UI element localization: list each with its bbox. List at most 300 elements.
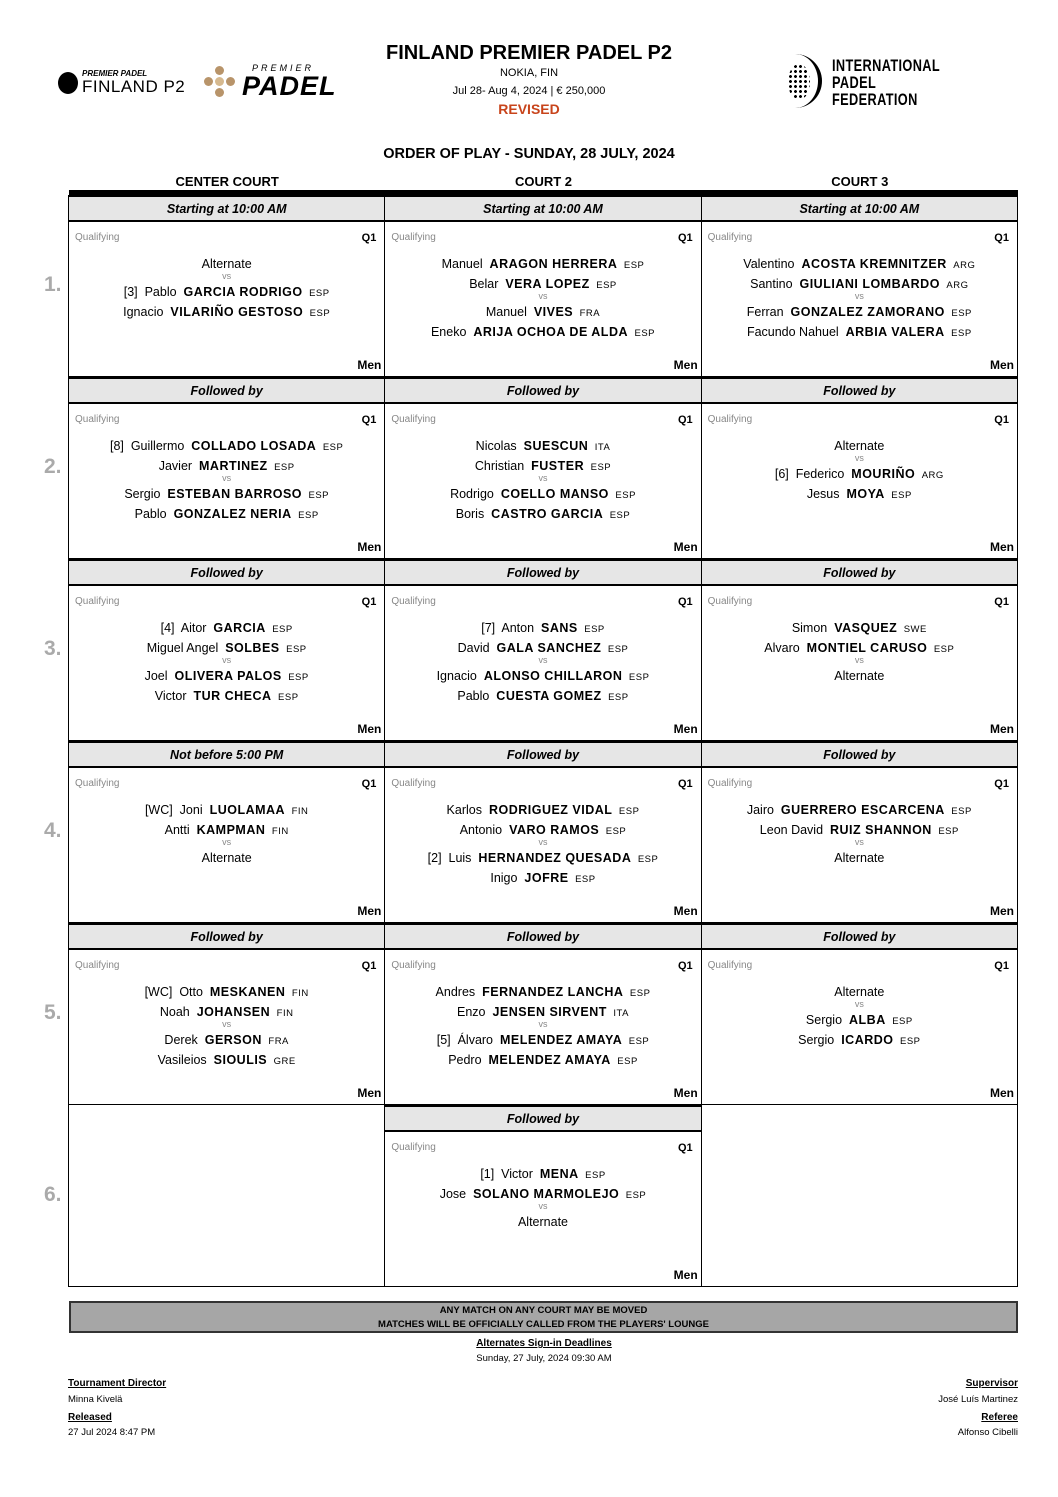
match-gender: Men <box>673 1086 698 1100</box>
match-category: Qualifying <box>75 596 120 607</box>
player-line <box>385 870 700 890</box>
player-country: SWE <box>903 624 927 635</box>
player-country: ESP <box>891 490 912 501</box>
match-cell[interactable] <box>701 559 1018 741</box>
match-category: Qualifying <box>707 414 753 425</box>
player-country: ESP <box>623 260 645 271</box>
logo-text: FINLAND P2 <box>82 77 186 96</box>
player-first-name: Boris <box>455 507 485 521</box>
player-country: ESP <box>575 874 596 885</box>
vs-label: vs <box>854 453 864 463</box>
player-line <box>385 984 700 1004</box>
player-first-name: Belar <box>469 277 499 291</box>
match-cell[interactable] <box>701 195 1018 377</box>
vs-label: vs <box>222 473 232 483</box>
player-country: ITA <box>613 1008 629 1019</box>
match-time-header: Followed by <box>385 378 700 404</box>
player-first-name: Alternate <box>201 257 252 271</box>
player-country: GRE <box>273 1056 296 1067</box>
court-header: COURT 3 <box>831 174 889 189</box>
slot-number: 1. <box>44 273 62 296</box>
logo-text: PADEL <box>242 71 337 101</box>
match-gender: Men <box>357 722 382 736</box>
player-first-name: Otto <box>179 985 203 999</box>
match-cell[interactable] <box>384 559 701 741</box>
player-first-name: Derek <box>164 1033 198 1047</box>
player-first-name: Guillermo <box>130 439 185 453</box>
player-last-name: SUESCUN <box>523 439 589 453</box>
match-players <box>69 620 384 708</box>
match-players <box>69 802 384 870</box>
player-first-name: Pablo <box>134 507 167 521</box>
match-players <box>702 256 1017 344</box>
tournament-title: FINLAND PREMIER PADEL P2 <box>386 42 672 64</box>
player-country: FIN <box>291 988 309 999</box>
vs-label: vs <box>538 1019 548 1029</box>
match-time-header: Followed by <box>385 560 700 586</box>
match-round: Q1 <box>361 232 377 244</box>
match-round: Q1 <box>677 960 693 972</box>
notice-banner <box>69 1301 1018 1333</box>
player-country: FRA <box>579 308 601 319</box>
match-round: Q1 <box>994 414 1009 426</box>
player-first-name: Alternate <box>834 851 885 865</box>
empty-cell <box>701 1105 1018 1287</box>
player-last-name: KAMPMAN <box>196 823 266 837</box>
player-first-name: Antonio <box>459 823 503 837</box>
court-headers <box>69 174 1018 189</box>
match-cell[interactable] <box>68 923 385 1105</box>
player-first-name: Enzo <box>457 1005 486 1019</box>
match-gender: Men <box>673 722 698 736</box>
player-last-name: MESKANEN <box>209 985 286 999</box>
player-last-name: ICARDO <box>841 1033 894 1047</box>
player-country: ESP <box>615 490 636 501</box>
empty-cell <box>68 1105 385 1287</box>
player-first-name: Antti <box>164 823 190 837</box>
match-cell[interactable] <box>384 195 701 377</box>
player-last-name: CASTRO GARCIA <box>491 507 604 521</box>
player-line <box>69 438 384 458</box>
revised-badge: REVISED <box>498 101 560 117</box>
match-cell[interactable] <box>701 923 1018 1105</box>
match-cell[interactable] <box>701 741 1018 923</box>
schedule-slot <box>44 741 1018 923</box>
match-cell[interactable] <box>68 377 385 559</box>
player-first-name: Alvaro <box>764 641 800 655</box>
vs-label: vs <box>538 655 548 665</box>
player-last-name: LUOLAMAA <box>209 803 286 817</box>
player-country: FRA <box>268 1036 289 1047</box>
match-category: Qualifying <box>391 232 436 243</box>
player-country: ITA <box>594 442 611 453</box>
player-last-name: SIOULIS <box>213 1053 268 1067</box>
schedule-slot <box>44 195 1018 377</box>
player-country: FIN <box>276 1008 294 1019</box>
player-last-name: GONZALEZ NERIA <box>173 507 292 521</box>
match-round: Q1 <box>677 596 693 608</box>
player-country: ESP <box>628 1036 650 1047</box>
player-last-name: ARIJA OCHOA DE ALDA <box>473 325 629 339</box>
player-country: ARG <box>946 280 969 291</box>
player-first-name: Nicolas <box>475 439 517 453</box>
player-country: ESP <box>309 288 330 299</box>
match-players <box>702 802 1017 870</box>
player-first-name: Victor <box>501 1167 533 1181</box>
player-first-name: David <box>457 641 490 655</box>
player-country: ESP <box>288 672 309 683</box>
player-line <box>702 668 1017 688</box>
player-first-name: Alternate <box>517 1215 568 1229</box>
vs-label: vs <box>222 655 232 665</box>
match-category: Qualifying <box>75 960 120 971</box>
player-last-name: ARBIA VALERA <box>845 325 945 339</box>
match-players <box>385 802 700 890</box>
player-first-name: Vasileios <box>157 1053 207 1067</box>
player-line <box>69 304 384 324</box>
match-round: Q1 <box>994 778 1009 790</box>
player-last-name: GALA SANCHEZ <box>496 641 602 655</box>
player-country: ESP <box>951 328 972 339</box>
player-first-name: Manuel <box>441 257 483 271</box>
slot-number: 4. <box>44 819 62 842</box>
player-last-name: VERA LOPEZ <box>505 277 590 291</box>
player-first-name: Simon <box>791 621 828 635</box>
match-time-header: Not before 5:00 PM <box>69 742 384 768</box>
tournament-location: NOKIA, FIN <box>499 67 559 79</box>
player-country: ESP <box>584 624 605 635</box>
player-country: ESP <box>618 806 640 817</box>
player-first-name: Álvaro <box>457 1033 494 1047</box>
player-line <box>702 304 1017 324</box>
player-line <box>702 324 1017 344</box>
tournament-dates-prize: Jul 28- Aug 4, 2024 | € 250,000 <box>452 85 606 97</box>
ipf-logo <box>786 54 976 110</box>
player-country: ESP <box>298 510 319 521</box>
player-line <box>69 688 384 708</box>
player-line <box>385 438 700 458</box>
match-time-header: Followed by <box>385 1106 700 1132</box>
match-time-header: Followed by <box>702 560 1017 586</box>
match-gender: Men <box>357 904 382 918</box>
player-country: ESP <box>625 1190 647 1201</box>
player-first-name: Javier <box>158 459 193 473</box>
alternates-deadline: Sunday, 27 July, 2024 09:30 AM <box>476 1353 612 1364</box>
match-gender: Men <box>989 904 1014 918</box>
player-country: ESP <box>634 328 656 339</box>
player-line <box>69 668 384 688</box>
match-gender: Men <box>673 904 698 918</box>
player-line <box>702 620 1017 640</box>
player-seed: [2] <box>427 851 442 865</box>
match-round: Q1 <box>361 414 377 426</box>
player-line <box>69 1052 384 1072</box>
match-players <box>385 620 700 708</box>
match-cell[interactable] <box>701 377 1018 559</box>
player-first-name: Sergio <box>124 487 161 501</box>
match-players <box>702 620 1017 688</box>
player-first-name: Victor <box>154 689 187 703</box>
player-first-name: Jesus <box>806 487 840 501</box>
match-cell[interactable] <box>384 377 701 559</box>
player-first-name: Ignacio <box>436 669 477 683</box>
match-round: Q1 <box>994 960 1009 972</box>
player-last-name: FUSTER <box>531 459 585 473</box>
match-round: Q1 <box>361 596 377 608</box>
player-country: ESP <box>629 988 651 999</box>
referee-name: Alfonso Cibelli <box>957 1427 1018 1438</box>
vs-label: vs <box>538 473 548 483</box>
match-time-header: Followed by <box>69 560 384 586</box>
vs-label: vs <box>854 291 864 301</box>
player-first-name: Pablo <box>144 285 177 299</box>
player-last-name: VARO RAMOS <box>509 823 600 837</box>
player-country: ESP <box>585 1170 606 1181</box>
match-cell[interactable] <box>68 741 385 923</box>
match-gender: Men <box>989 540 1014 554</box>
match-time-header: Starting at 10:00 AM <box>69 196 384 222</box>
player-seed: [5] <box>436 1033 451 1047</box>
player-line <box>385 1166 700 1186</box>
released-value: 27 Jul 2024 8:47 PM <box>68 1427 156 1438</box>
player-line <box>69 802 384 822</box>
player-line <box>385 620 700 640</box>
player-seed: [8] <box>109 439 124 453</box>
player-first-name: Luis <box>448 851 472 865</box>
match-cell[interactable] <box>68 195 385 377</box>
player-first-name: Pedro <box>448 1053 482 1067</box>
vs-label: vs <box>854 999 864 1009</box>
player-line <box>385 688 700 708</box>
player-line <box>385 486 700 506</box>
player-last-name: JOFRE <box>524 871 569 885</box>
player-last-name: MOURIÑO <box>851 467 916 481</box>
match-gender: Men <box>989 722 1014 736</box>
match-round: Q1 <box>677 414 693 426</box>
match-players <box>702 438 1017 506</box>
player-seed: [WC] <box>144 803 173 817</box>
player-last-name: VIVES <box>533 305 574 319</box>
player-line <box>385 668 700 688</box>
logo-text: PREMIER PADEL <box>82 69 148 78</box>
schedule-slot <box>44 1105 1018 1287</box>
match-gender: Men <box>357 1086 382 1100</box>
player-country: ESP <box>274 462 295 473</box>
vs-label: vs <box>538 837 548 847</box>
player-last-name: JOHANSEN <box>196 1005 271 1019</box>
player-last-name: GARCIA <box>213 621 266 635</box>
slot-number: 2. <box>44 455 62 478</box>
match-gender: Men <box>989 358 1014 372</box>
player-line <box>69 850 384 870</box>
player-last-name: MOYA <box>846 487 885 501</box>
player-last-name: SOLANO MARMOLEJO <box>473 1187 620 1201</box>
supervisor-label: Supervisor <box>965 1378 1018 1389</box>
player-last-name: OLIVERA PALOS <box>174 669 282 683</box>
player-country: FIN <box>271 826 289 837</box>
match-players <box>702 984 1017 1052</box>
vs-label: vs <box>222 1019 232 1029</box>
player-last-name: ACOSTA KREMNITZER <box>801 257 947 271</box>
ipf-racket-icon <box>786 54 824 110</box>
match-category: Qualifying <box>391 596 436 607</box>
player-line <box>69 506 384 526</box>
logo-text: PADEL <box>832 72 877 92</box>
match-players <box>385 984 700 1072</box>
player-last-name: GUERRERO ESCARCENA <box>780 803 945 817</box>
match-cell[interactable] <box>68 559 385 741</box>
player-country: ESP <box>628 672 650 683</box>
slot-number: 6. <box>44 1183 62 1206</box>
match-category: Qualifying <box>75 778 120 789</box>
player-country: ESP <box>938 826 959 837</box>
player-line <box>69 620 384 640</box>
player-first-name: Ignacio <box>123 305 164 319</box>
player-country: ESP <box>322 442 344 453</box>
match-cell[interactable] <box>384 923 701 1105</box>
player-first-name: Joni <box>179 803 203 817</box>
player-line <box>702 802 1017 822</box>
match-gender: Men <box>989 1086 1014 1100</box>
player-country: ESP <box>605 826 627 837</box>
player-line <box>385 1052 700 1072</box>
player-country: ESP <box>617 1056 638 1067</box>
vs-label: vs <box>538 291 548 301</box>
match-time-header: Followed by <box>385 924 700 950</box>
player-line <box>702 256 1017 276</box>
player-last-name: GONZALEZ ZAMORANO <box>790 305 945 319</box>
player-last-name: SANS <box>541 621 578 635</box>
match-players <box>69 256 384 324</box>
match-time-header: Followed by <box>702 378 1017 404</box>
player-last-name: VASQUEZ <box>834 621 898 635</box>
player-line <box>385 850 700 870</box>
match-category: Qualifying <box>75 232 120 243</box>
schedule-grid <box>44 195 1018 1287</box>
match-round: Q1 <box>361 778 377 790</box>
match-gender: Men <box>673 1268 698 1282</box>
player-country: ESP <box>607 644 629 655</box>
match-cell[interactable] <box>384 741 701 923</box>
player-line <box>69 984 384 1004</box>
match-gender: Men <box>357 540 382 554</box>
player-line <box>385 256 700 276</box>
match-players <box>69 438 384 526</box>
player-seed: [3] <box>123 285 138 299</box>
match-players <box>385 256 700 344</box>
player-country: ESP <box>892 1016 913 1027</box>
player-last-name: ARAGON HERRERA <box>489 257 618 271</box>
player-country: ESP <box>286 644 307 655</box>
player-last-name: VILARIÑO GESTOSO <box>170 305 304 319</box>
player-first-name: Miguel Angel <box>146 641 219 655</box>
player-country: ESP <box>272 624 293 635</box>
logo-text: PREMIER <box>252 63 315 73</box>
padel-ball-icon <box>58 72 78 94</box>
match-players <box>69 984 384 1072</box>
slot-number: 5. <box>44 1001 62 1024</box>
player-last-name: MELENDEZ AMAYA <box>499 1033 623 1047</box>
player-first-name: Jose <box>439 1187 467 1201</box>
match-players <box>385 438 700 526</box>
player-first-name: Inigo <box>490 871 518 885</box>
match-gender: Men <box>357 358 382 372</box>
player-country: ESP <box>308 490 329 501</box>
player-last-name: MENA <box>539 1167 579 1181</box>
player-last-name: MELENDEZ AMAYA <box>488 1053 611 1067</box>
player-first-name: Valentino <box>743 257 795 271</box>
player-first-name: Anton <box>501 621 535 635</box>
player-last-name: GIULIANI LOMBARDO <box>799 277 940 291</box>
match-category: Qualifying <box>707 960 753 971</box>
match-round: Q1 <box>994 596 1009 608</box>
match-time-header: Followed by <box>702 924 1017 950</box>
supervisor-name: José Luís Martinez <box>938 1394 1018 1405</box>
player-country: ESP <box>278 692 299 703</box>
player-first-name: Aitor <box>180 621 207 635</box>
player-first-name: Alternate <box>834 669 885 683</box>
logo-text: INTERNATIONAL <box>832 55 941 75</box>
match-category: Qualifying <box>391 1142 436 1153</box>
referee-label: Referee <box>981 1412 1018 1423</box>
player-line <box>702 466 1017 486</box>
player-first-name: Santino <box>750 277 793 291</box>
player-first-name: Christian <box>474 459 525 473</box>
player-first-name: Alternate <box>834 439 885 453</box>
schedule-slot <box>44 923 1018 1105</box>
player-first-name: Manuel <box>485 305 527 319</box>
match-round: Q1 <box>361 960 377 972</box>
notice-line: MATCHES WILL BE OFFICIALLY CALLED FROM THE PLAYERS' LOUNGE <box>378 1319 709 1330</box>
player-last-name: RUIZ SHANNON <box>830 823 932 837</box>
vs-label: vs <box>222 837 232 847</box>
player-first-name: Joel <box>144 669 168 683</box>
match-time-header: Starting at 10:00 AM <box>385 196 700 222</box>
player-last-name: MARTINEZ <box>199 459 268 473</box>
player-first-name: Sergio <box>798 1033 835 1047</box>
match-time-header: Followed by <box>69 924 384 950</box>
player-last-name: COELLO MANSO <box>500 487 609 501</box>
notice-line: ANY MATCH ON ANY COURT MAY BE MOVED <box>439 1305 648 1316</box>
match-round: Q1 <box>677 232 693 244</box>
vs-label: vs <box>222 271 232 281</box>
player-line <box>702 486 1017 506</box>
match-cell[interactable] <box>384 1105 701 1287</box>
player-country: ESP <box>609 510 631 521</box>
player-country: ESP <box>637 854 659 865</box>
player-seed: [WC] <box>144 985 173 999</box>
player-first-name: Sergio <box>805 1013 843 1027</box>
player-first-name: Federico <box>795 467 845 481</box>
schedule-slot <box>44 559 1018 741</box>
match-category: Qualifying <box>707 778 753 789</box>
player-line <box>702 1012 1017 1032</box>
schedule-slot <box>44 377 1018 559</box>
player-country: ESP <box>933 644 955 655</box>
player-seed: [6] <box>774 467 789 481</box>
player-last-name: HERNANDEZ QUESADA <box>478 851 632 865</box>
match-gender: Men <box>673 358 698 372</box>
player-line <box>69 284 384 304</box>
vs-label: vs <box>854 837 864 847</box>
player-first-name: Alternate <box>201 851 252 865</box>
director-name: Minna Kivelä <box>68 1394 123 1405</box>
player-last-name: GERSON <box>204 1033 262 1047</box>
released-label: Released <box>68 1412 112 1423</box>
player-last-name: ALBA <box>849 1013 886 1027</box>
player-first-name: Ferran <box>746 305 784 319</box>
match-time-header: Starting at 10:00 AM <box>702 196 1017 222</box>
